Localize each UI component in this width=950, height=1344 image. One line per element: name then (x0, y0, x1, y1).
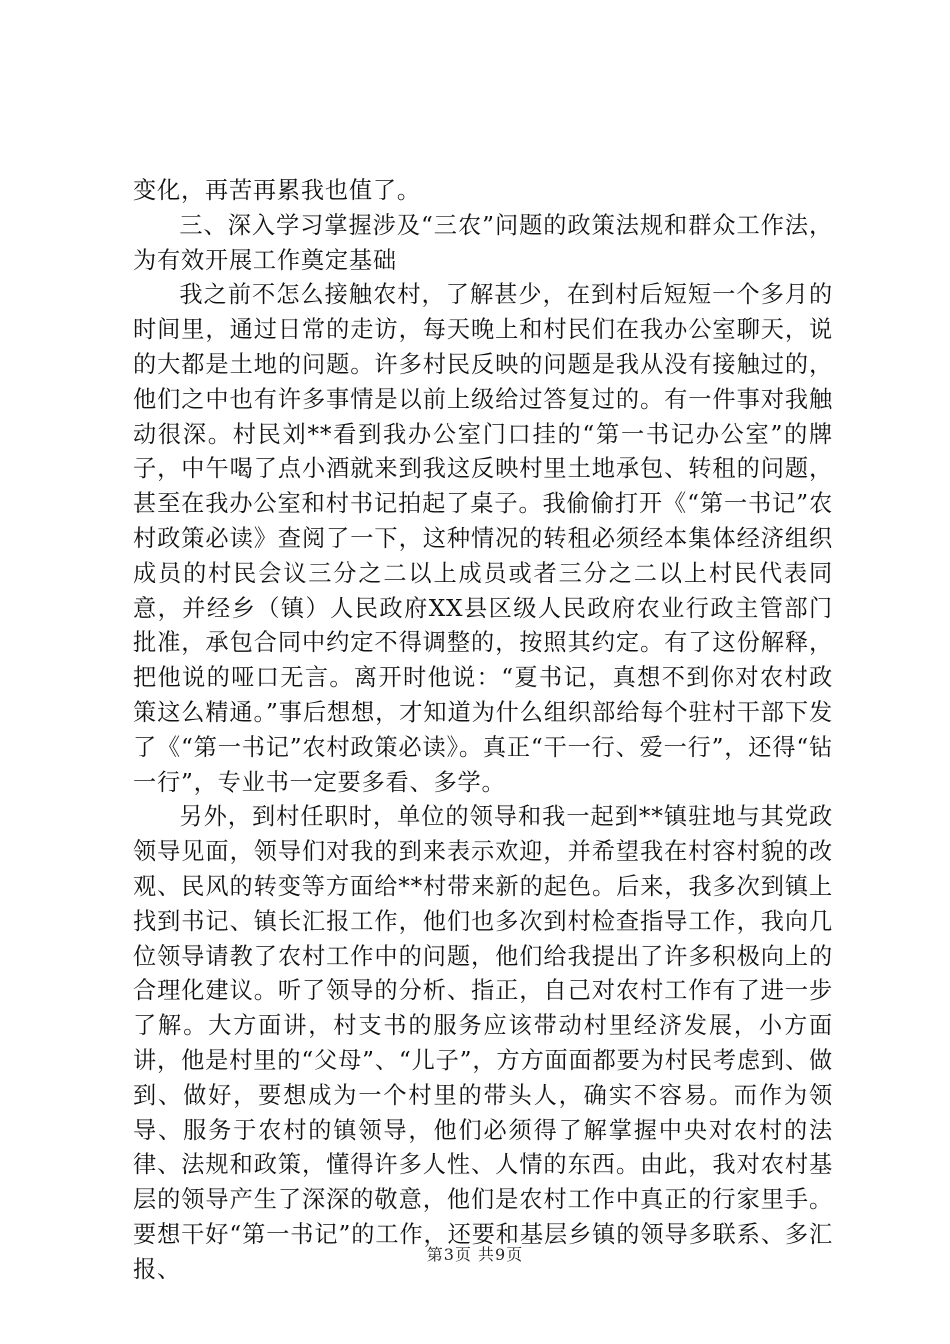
paragraph-leadership: 另外，到村任职时，单位的领导和我一起到**镇驻地与其党政领导见面，领导们对我的到来表示欢迎，并希望我在村容村貌的改观、民风的转变等方面给**村带来新的起色。后来，我多次到镇上找到书记、镇长汇报工作，他们也多次到村检查指导工作，我向几位领导请教了农村工作中的问题，他们给我提出了许多积极向上的合理化建议。听了领导的分析、指正，自己对农村工作有了进一步了解。大方面讲，村支书的服务应该带动村里经济发展，小方面讲，他是村里的“父母”、“儿子”，方方面面都要为村民考虑到、做到、做好，要想成为一个村里的带头人，确实不容易。而作为领导、服务于农村的镇领导，他们必须得了解掌握中央对农村的法律、法规和政策，懂得许多人性、人情的东西。由此，我对农村基层的领导产生了深深的敬意，他们是农村工作中真正的行家里手。要想干好“第一书记”的工作，还要和基层乡镇的领导多联系、多汇报、 (133, 803, 833, 1283)
paragraph-experience: 我之前不怎么接触农村，了解甚少，在到村后短短一个多月的时间里，通过日常的走访，每天晚上和村民们在我办公室聊天，说的大都是土地的问题。许多村民反映的问题是我从没有接触过的，他们之中也有许多事情是以前上级给过答复过的。有一件事对我触动很深。村民刘**看到我办公室门口挂的“第一书记办公室”的牌子，中午喝了点小酒就来到我这反映村里土地承包、转租的问题，甚至在我办公室和村书记拍起了桌子。我偷偷打开《“第一书记”农村政策必读》查阅了一下，这种情况的转租必须经本集体经济组织成员的村民会议三分之二以上成员或者三分之二以上村民代表同意，并经乡（镇）人民政府XX县区级人民政府农业行政主管部门批准，承包合同中约定不得调整的，按照其约定。有了这份解释，把他说的哑口无言。离开时他说：“夏书记，真想不到你对农村政策这么精通。”事后想想，才知道为什么组织部给每个驻村干部下发了《“第一书记”农村政策必读》。真正“干一行、爱一行”，还得“钻一行”，专业书一定要多看、多学。 (133, 281, 833, 796)
document-body (133, 174, 833, 1288)
section-heading: 三、深入学习掌握涉及“三农”问题的政策法规和群众工作法，为有效开展工作奠定基础 (133, 211, 833, 274)
page-number: 第3页 共9页 (426, 1245, 524, 1264)
paragraph-continuation: 变化，再苦再累我也值了。 (133, 177, 421, 204)
page-footer (0, 1245, 950, 1265)
